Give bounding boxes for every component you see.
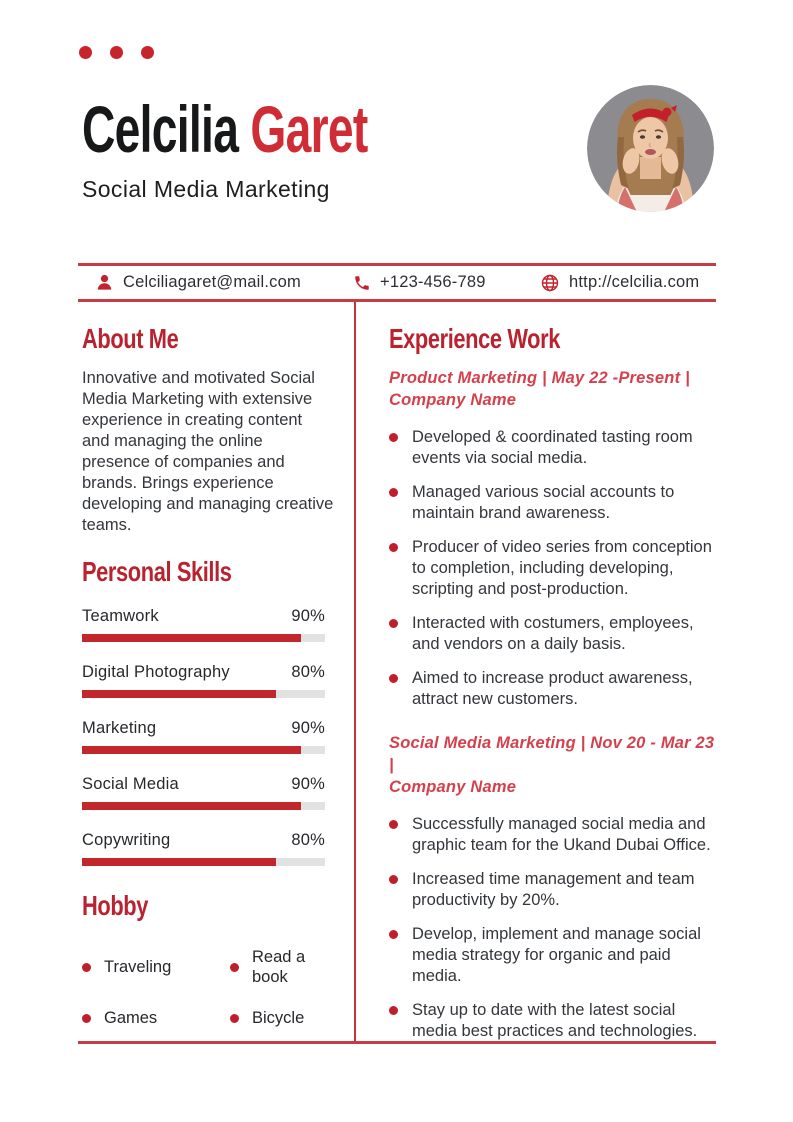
skill-percent: 90% [291,718,325,737]
first-name: Celcilia [82,92,239,166]
job-title [389,732,716,798]
content-area [78,302,716,1044]
job-bullet [389,814,716,856]
bullet-dot-icon [389,930,398,939]
skill-item [82,718,325,754]
bullet-dot-icon [389,433,398,442]
job-title-line1: Product Marketing | May 22 -Present | [389,369,690,388]
job-bullet [389,668,716,710]
skill-label: Marketing [82,718,157,737]
bullet-dot-icon [389,619,398,628]
skill-item [82,662,325,698]
bullet-text: Managed various social accounts to maintain brand awareness. [412,483,675,523]
red-dot [79,46,92,59]
person-icon [95,273,114,292]
job-bullet [389,427,716,469]
hobby-item [230,947,334,987]
skill-label: Teamwork [82,606,159,625]
red-dot [110,46,123,59]
skill-bar-fill [82,746,301,754]
bullet-text: Interacted with costumers, employees, and vendors on a daily basis. [412,614,694,654]
job-title-line2: Company Name [389,778,517,797]
job-bullet-list [389,814,716,1042]
bullet-text: Aimed to increase product awareness, attract new customers. [412,669,693,709]
hobby-heading: Hobby [82,889,148,921]
bullet-dot-icon [230,963,239,972]
job-title-line1: Social Media Marketing | Nov 20 - Mar 23 | [389,734,715,775]
bullet-dot-icon [82,963,91,972]
skill-label: Social Media [82,774,179,793]
skill-percent: 80% [291,662,325,681]
contact-website[interactable] [540,273,699,293]
decorative-dots [79,46,154,59]
skill-bar-track [82,858,325,866]
last-name: Garet [250,92,368,166]
job-bullet [389,924,716,987]
bullet-dot-icon [389,674,398,683]
hobby-item [82,1008,230,1028]
skill-bar-fill [82,802,301,810]
bullet-dot-icon [389,488,398,497]
skill-percent: 80% [291,830,325,849]
bullet-text: Successfully managed social media and graphic team for the Ukand Dubai Office. [412,815,711,855]
skill-label: Copywriting [82,830,171,849]
skills-heading: Personal Skills [82,556,232,588]
bullet-dot-icon [230,1014,239,1023]
contact-email[interactable] [95,273,353,292]
job-bullet [389,482,716,524]
bullet-text: Developed & coordinated tasting room events via social media. [412,428,693,468]
skill-item [82,830,325,866]
profile-photo [587,85,714,212]
about-text: Innovative and motivated Social Media Marketing with extensive experience in creating content and managing the online presence of companies and brands. Brings experience developing and managing creative teams. [82,369,334,535]
globe-icon [540,273,560,293]
skill-bar-track [82,690,325,698]
bullet-dot-icon [82,1014,91,1023]
right-column [356,302,716,1041]
contact-email-text: Celciliagaret@mail.com [123,273,301,291]
hobby-label: Games [104,1009,158,1028]
bullet-text: Increased time management and team productivity by 20%. [412,870,695,910]
hobby-label: Read a book [252,948,306,987]
job-entry [389,367,716,710]
experience-heading: Experience Work [389,323,560,354]
hobby-item [82,947,230,987]
skill-bar-fill [82,634,301,642]
bullet-dot-icon [389,543,398,552]
job-entry [389,732,716,1042]
job-title-line2: Company Name [389,391,517,410]
red-dot [141,46,154,59]
skill-bar-track [82,634,325,642]
skill-bar-fill [82,858,276,866]
candidate-name [82,92,368,166]
avatar-illustration [587,85,714,212]
skill-item [82,606,325,642]
phone-icon [353,274,371,292]
hobby-label: Traveling [104,958,172,977]
bullet-dot-icon [389,875,398,884]
job-subtitle: Social Media Marketing [82,176,330,202]
left-column [78,302,354,1041]
hobby-list [82,947,334,1028]
skill-percent: 90% [291,774,325,793]
job-bullet [389,869,716,911]
hobby-label: Bicycle [252,1009,305,1028]
bullet-text: Develop, implement and manage social media strategy for organic and paid media. [412,925,701,986]
contact-phone[interactable] [353,273,540,292]
skill-item [82,774,325,810]
skill-label: Digital Photography [82,662,230,681]
bullet-text: Producer of video series from conception to completion, including developing, scripting and post-production. [412,538,712,599]
skills-list [82,606,354,866]
header [82,92,490,203]
bullet-dot-icon [389,1006,398,1015]
bullet-dot-icon [389,820,398,829]
job-bullet [389,1000,716,1042]
about-heading: About Me [82,323,179,354]
job-bullet [389,537,716,600]
hobby-item [230,1008,334,1028]
job-title [389,367,716,411]
skill-bar-track [82,746,325,754]
contact-website-text: http://celcilia.com [569,273,700,291]
skill-bar-fill [82,690,276,698]
job-bullet [389,613,716,655]
job-bullet-list [389,427,716,710]
contact-phone-text: +123-456-789 [380,273,486,291]
bullet-text: Stay up to date with the latest social media best practices and technologies. [412,1001,698,1041]
contact-bar [78,263,716,302]
skill-percent: 90% [291,606,325,625]
skill-bar-track [82,802,325,810]
